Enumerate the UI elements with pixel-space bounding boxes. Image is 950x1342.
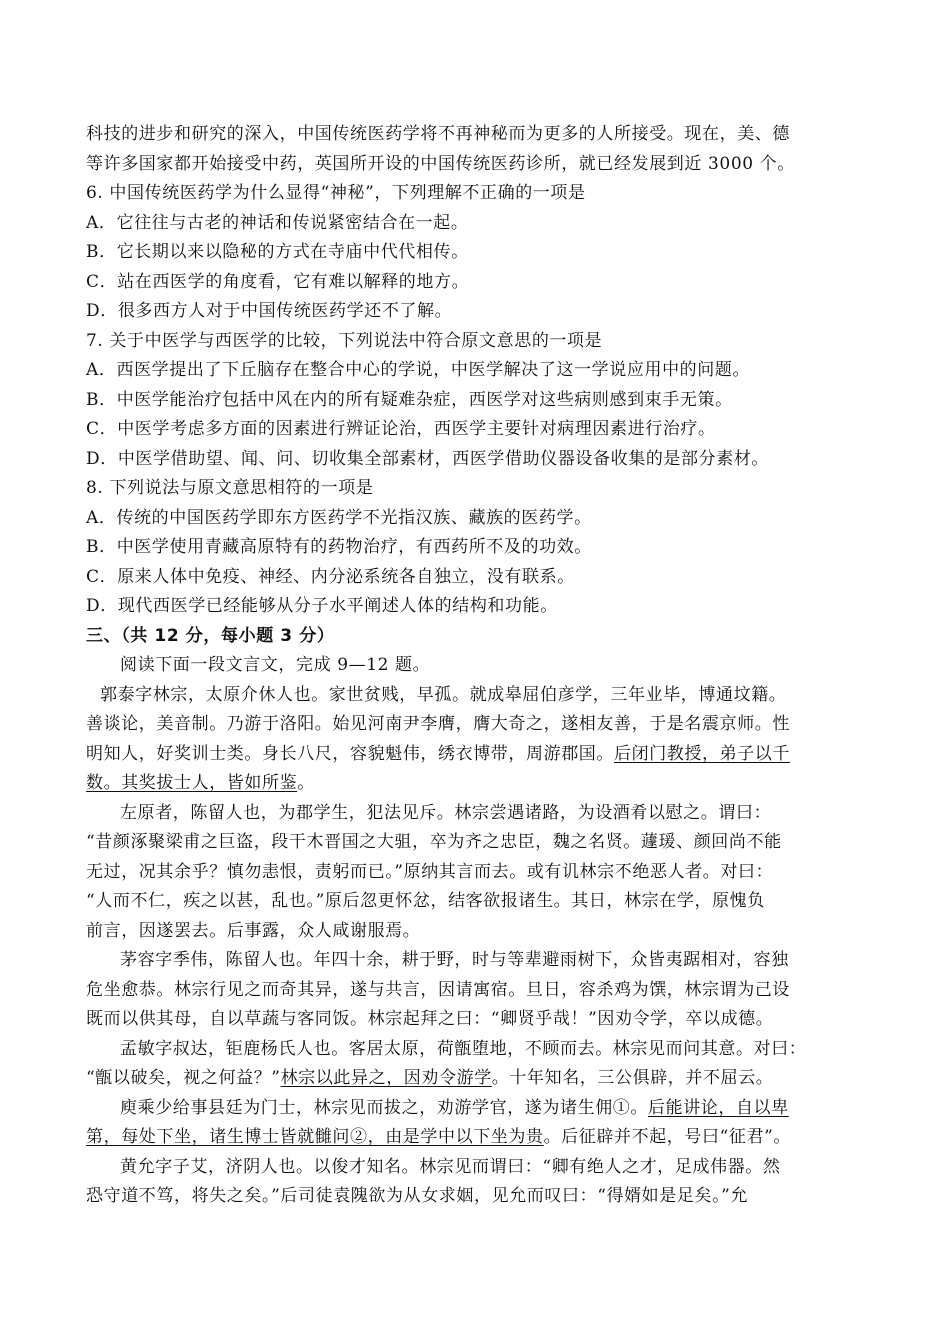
text-segment: 明知人，好奖训士类。身长八尺，容貌魁伟，绣衣博带，周游郡国。 (86, 743, 614, 764)
question-7-option-b: B．中医学能治疗包括中风在内的所有疑难杂症，西医学对这些病则感到束手无策。 (86, 389, 733, 410)
classical-text-line: “昔颜涿聚梁甫之巨盗，段干木晋国之大驵，卒为齐之忠臣，魏之名贤。蘧瑗、颜回尚不能 (86, 832, 782, 852)
classical-text-line: 茅容字季伟，陈留人也。年四十余，耕于野，时与等辈避雨树下，众皆夷踞相对，容独 (120, 950, 789, 970)
underlined-sentence: 数。其奖拔士人，皆如所鉴 (86, 773, 298, 793)
classical-text-line: 既而以供其母，自以草蔬与客同饭。林宗起拜之曰：“卿贤乎哉！”因劝令学，卒以成德。 (86, 1009, 774, 1029)
classical-text-line: 危坐愈恭。林宗行见之而奇其异，遂与共言，因请寓宿。旦日，容杀鸡为馔，林宗谓为己设 (86, 979, 790, 1000)
classical-text-line: 善谈论，美音制。乃游于洛阳。始见河南尹李膺，膺大奇之，遂相友善，于是名震京师。性 (86, 714, 790, 734)
text-segment: 。后征辟并不起，号曰“征君”。 (543, 1127, 791, 1147)
underlined-sentence: 林宗以此异之，因劝令游学 (280, 1068, 492, 1088)
question-6-option-b: B．它长期以来以隐秘的方式在寺庙中代代相传。 (86, 242, 469, 262)
question-6-option-a: A．它往往与古老的神话和传说紧密结合在一起。 (86, 212, 469, 233)
classical-text-line (86, 769, 880, 799)
passage-line: 科技的进步和研究的深入，中国传统医药学将不再神秘而为更多的人所接受。现在，美、德 (86, 124, 790, 144)
question-8-option-a: A．传统的中国医药学即东方医药学不光指汉族、藏族的医药学。 (86, 507, 592, 528)
underlined-sentence: 后闭门教授，弟子以千 (614, 743, 790, 764)
classical-text-line: 恐守道不笃，将失之矣。”后司徒袁隗欲为从女求姻，见允而叹曰：“得婿如是足矣。”允 (86, 1186, 749, 1206)
question-7-stem: 7. 关于中医学与西医学的比较，下列说法中符合原文意思的一项是 (86, 330, 603, 351)
classical-text-line: 无过，况其余乎？慎勿恚恨，责躬而已。”原纳其言而去。或有讥林宗不绝恶人者。对曰： (86, 861, 774, 882)
section-3-instruction: 阅读下面一段文言文，完成 9—12 题。 (120, 655, 431, 675)
classical-text-line: 黄允字子艾，济阴人也。以俊才知名。林宗见而谓曰：“卿有绝人之才，足成伟器。然 (120, 1156, 781, 1177)
question-7-option-c: C．中医学考虑多方面的因素进行辨证论治，西医学主要针对病理因素进行治疗。 (86, 419, 716, 439)
underlined-sentence: 第，每处下坐，诸生博士皆就雠问②，由是学中以下坐为贵 (86, 1127, 544, 1147)
question-8-stem: 8. 下列说法与原文意思相符的一项是 (86, 478, 374, 498)
underlined-sentence: 后能讲论，自以卑 (648, 1097, 789, 1118)
text-segment: 。 (297, 773, 315, 793)
classical-text-line (86, 740, 880, 770)
text-segment: “甑以破矣，视之何益？” (86, 1068, 281, 1088)
passage-line: 等许多国家都开始接受中药，英国所开设的中国传统医药诊所，就已经发展到近 3000 个。 (86, 153, 795, 174)
classical-text-line (86, 1064, 880, 1094)
classical-text-line: “人而不仁，疾之以甚，乱也。”原后忽更怀忿，结客欲报诸生。其日，林宗在学，原愧负 (86, 891, 765, 911)
question-7-option-a: A．西医学提出了下丘脑存在整合中心的学说，中医学解决了这一学说应用中的问题。 (86, 360, 751, 380)
question-6-option-c: C．站在西医学的角度看，它有难以解释的地方。 (86, 271, 470, 292)
classical-text-line: 前言，因遂罢去。后事露，众人咸谢服焉。 (86, 920, 421, 941)
text-segment: 庾乘少给事县廷为门士，林宗见而拔之，劝游学官，遂为诸生佣①。 (120, 1097, 648, 1118)
classical-text-line (86, 1094, 880, 1124)
classical-text-line: 孟敏字叔达，钜鹿杨氏人也。客居太原，荷甑堕地，不顾而去。林宗见而问其意。对曰： (120, 1038, 807, 1059)
classical-text-line: 郭泰字林宗，太原介休人也。家世贫贱，早孤。就成皋屈伯彦学，三年业毕，博通坟籍。 (100, 684, 787, 705)
question-7-option-d: D．中医学借助望、闻、问、切收集全部素材，西医学借助仪器设备收集的是部分素材。 (86, 448, 770, 469)
question-6-stem: 6. 中国传统医药学为什么显得“神秘”，下列理解不正确的一项是 (86, 183, 586, 203)
question-8-option-b: B．中医学使用青藏高原特有的药物治疗，有西药所不及的功效。 (86, 537, 592, 557)
text-segment: 。十年知名，三公俱辟，并不屈云。 (491, 1068, 774, 1088)
classical-text-line (86, 1123, 880, 1153)
question-6-option-d: D．很多西方人对于中国传统医药学还不了解。 (86, 301, 453, 321)
question-8-option-c: C．原来人体中免疫、神经、内分泌系统各自独立，没有联系。 (86, 566, 575, 587)
question-8-option-d: D．现代西医学已经能够从分子水平阐述人体的结构和功能。 (86, 596, 558, 616)
classical-text-line: 左原者，陈留人也，为郡学生，犯法见斥。林宗尝遇诸路，为设酒肴以慰之。谓曰： (120, 802, 772, 823)
section-3-heading: 三、（共 12 分，每小题 3 分） (86, 625, 335, 646)
